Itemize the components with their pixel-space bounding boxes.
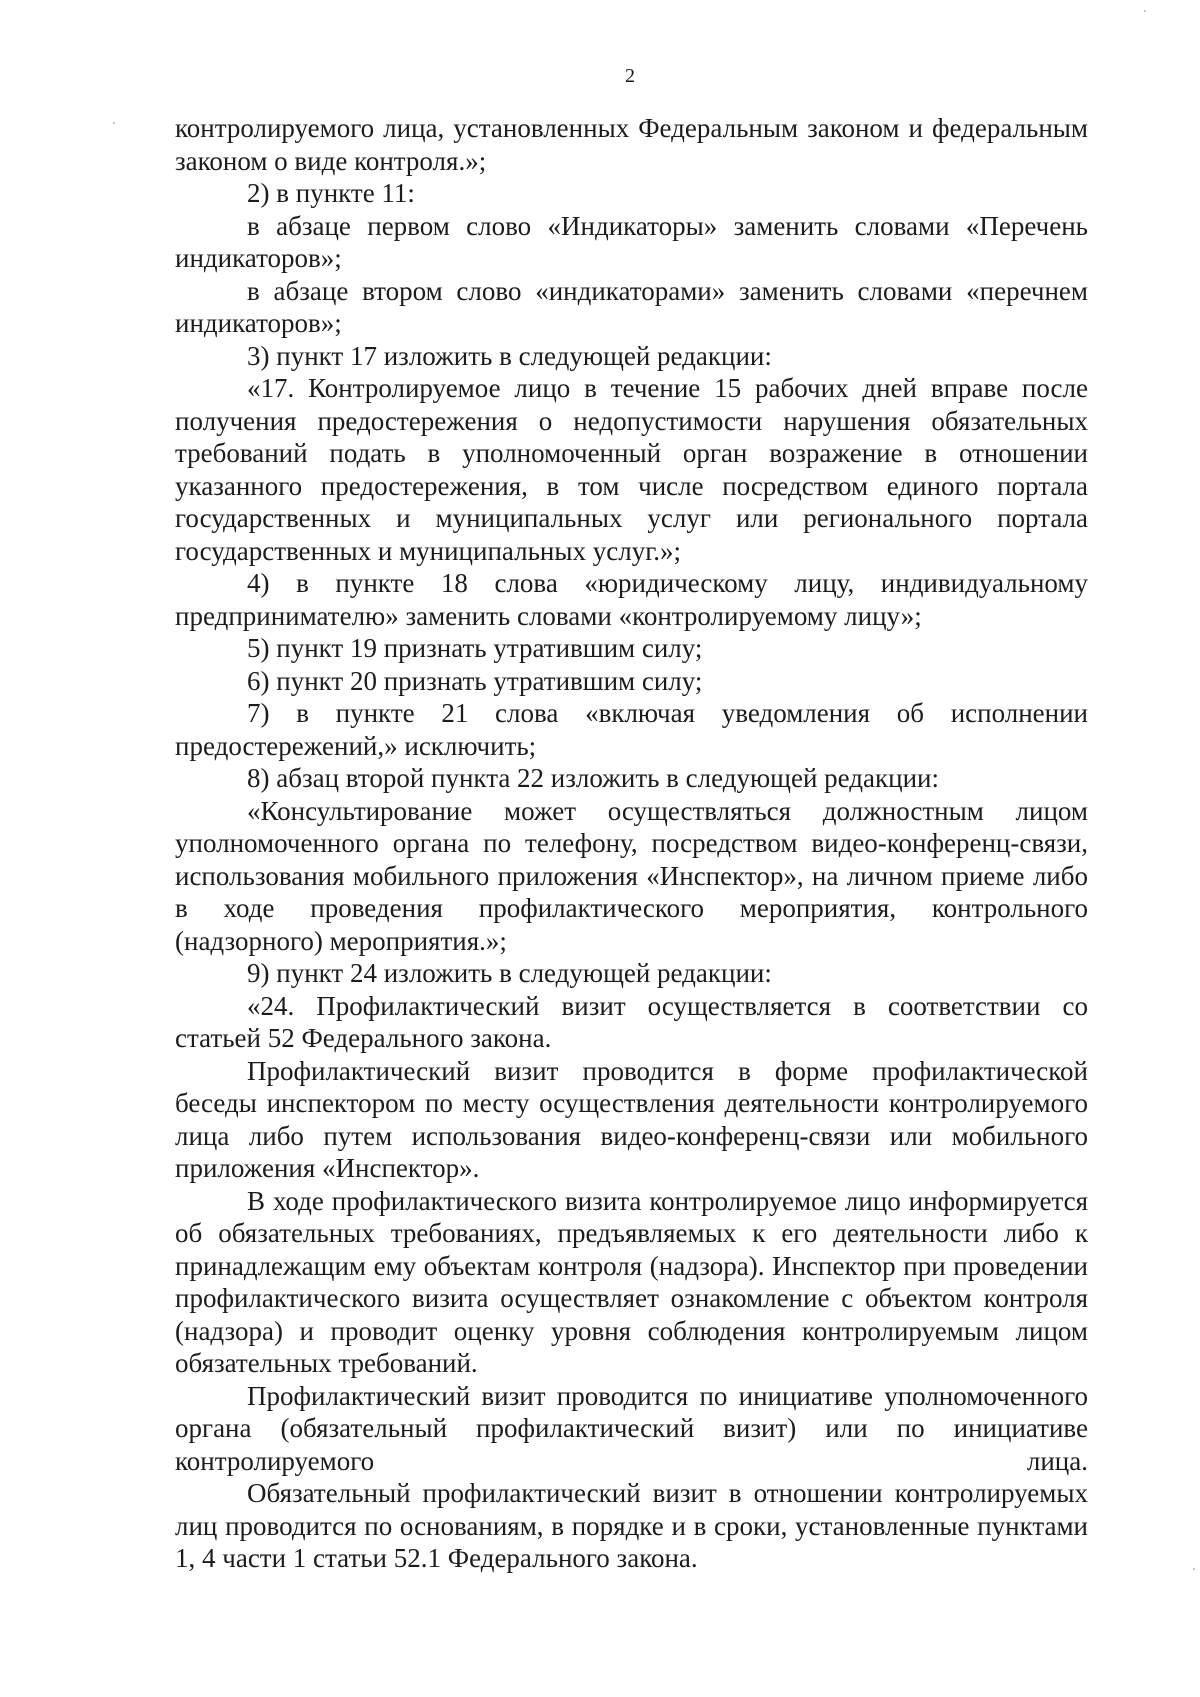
page-number: 2 (625, 65, 635, 87)
paragraph-mandatory-visit: Обязательный профилактический визит в отношении контролируемых лиц проводится по основаниям, в порядке и в сроки, установленные пунктами 1, 4 части 1 статьи 52.1 Федерального закона. (175, 1478, 1088, 1573)
paragraph-item-3: 3) пункт 17 изложить в следующей редакции: (247, 340, 772, 371)
paragraph-point-17: «17. Контролируемое лицо в течение 15 рабочих дней вправе после получения предостережения о недопустимости нарушения обязательных требований подать в уполномоченный орган возражение в отношении указанного предостережения, в том числе посредством единого портала государственных и муниципальных услуг или регионального портала государственных и муниципальных услуг.»; (175, 373, 1088, 566)
paragraph-item-9: 9) пункт 24 изложить в следующей редакции: (247, 958, 772, 988)
paragraph-visit-initiative: Профилактический визит проводится по инициативе уполномоченного органа (обязательный профилактический визит) или по инициативе контролируемого лица. (175, 1380, 1088, 1476)
paragraph-item-8: 8) абзац второй пункта 22 изложить в следующей редакции: (247, 763, 939, 793)
paragraph-item-6: 6) пункт 20 признать утратившим силу; (247, 665, 703, 696)
paragraph-abzac-2: в абзаце втором слово «индикаторами» заменить словами «перечнем индикаторов»; (175, 275, 1088, 338)
paragraph-item-5: 5) пункт 19 признать утратившим силу; (247, 633, 703, 663)
paragraph-continuation: контролируемого лица, установленных Федеральным законом и федеральным законом о виде контроля.»; (175, 113, 1088, 176)
paragraph-item-2: 2) в пункте 11: (247, 178, 415, 208)
paragraph-consulting: «Консультирование может осуществляться должностным лицом уполномоченного органа по телефону, посредством видео-конференц-связи, использования мобильного приложения «Инспектор», на личном приеме либо в ходе проведения профилактического мероприятия, контрольного (надзорного) мероприятия.»; (175, 795, 1088, 956)
paragraph-visit-form: Профилактический визит проводится в форме профилактической беседы инспектором по месту осуществления деятельности контролируемого лица либо путем использования видео-конференц-связи или мобильного приложения «Инспектор». (175, 1055, 1088, 1183)
paragraph-point-24: «24. Профилактический визит осуществляется в соответствии со статьей 52 Федерального закона. (175, 990, 1088, 1053)
paragraph-visit-course: В ходе профилактического визита контролируемое лицо информируется об обязательных требованиях, предъявляемых к его деятельности либо к принадлежащим ему объектам контроля (надзора). Инспектор при проведении профилактического визита осуществляет ознакомление с объектом контроля (надзора) и проводит оценку уровня соблюдения контролируемым лицом обязательных требований. (175, 1185, 1088, 1378)
paragraph-item-4: 4) в пункте 18 слова «юридическому лицу, индивидуальному предпринимателю» заменить словами «контролируемому лицу»; (175, 568, 1088, 631)
scan-speck (113, 122, 115, 124)
document-body (175, 112, 1088, 1575)
paragraph-item-7: 7) в пункте 21 слова «включая уведомления об исполнении предостережений,» исключить; (175, 698, 1088, 761)
scan-speck (1144, 10, 1146, 12)
paragraph-abzac-1: в абзаце первом слово «Индикаторы» заменить словами «Перечень индикаторов»; (175, 210, 1088, 273)
scan-speck (1193, 1568, 1195, 1570)
